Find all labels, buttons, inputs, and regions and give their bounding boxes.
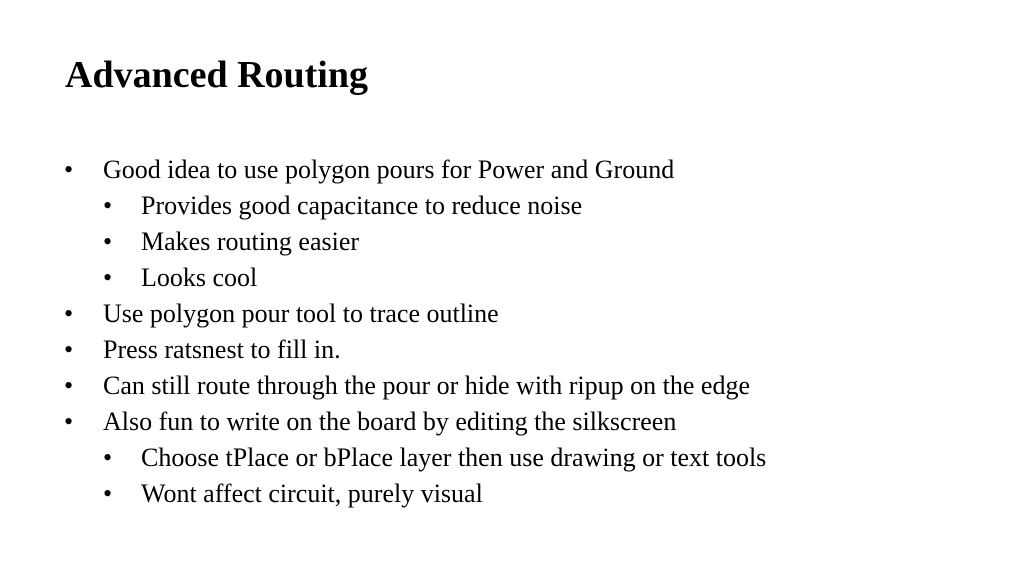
bullet-text: Also fun to write on the board by editing the silkscreen (103, 407, 677, 436)
bullet-icon: • (103, 479, 113, 508)
sub-bullet-text: Looks cool (141, 263, 258, 292)
bullet-text: Can still route through the pour or hide with ripup on the edge (103, 371, 750, 400)
bullet-icon: • (103, 191, 113, 220)
sub-bullet-text: Choose tPlace or bPlace layer then use drawing or text tools (141, 443, 767, 472)
sub-bullet-text: Provides good capacitance to reduce noise (141, 191, 583, 220)
sub-bullet-text: Wont affect circuit, purely visual (141, 479, 483, 508)
bullet-text: Press ratsnest to fill in. (103, 335, 341, 364)
bullet-text: Good idea to use polygon pours for Power and Ground (103, 155, 675, 184)
sub-bullet-text: Makes routing easier (141, 227, 360, 256)
bullet-icon: • (64, 407, 74, 436)
bullet-icon: • (64, 371, 74, 400)
bullet-icon: • (64, 299, 74, 328)
bullet-icon: • (103, 227, 113, 256)
bullet-text: Use polygon pour tool to trace outline (103, 299, 499, 328)
slide-title: Advanced Routing (65, 54, 368, 96)
bullet-icon: • (64, 155, 74, 184)
bullet-icon: • (103, 443, 113, 472)
bullet-icon: • (103, 263, 113, 292)
bullet-icon: • (64, 335, 74, 364)
